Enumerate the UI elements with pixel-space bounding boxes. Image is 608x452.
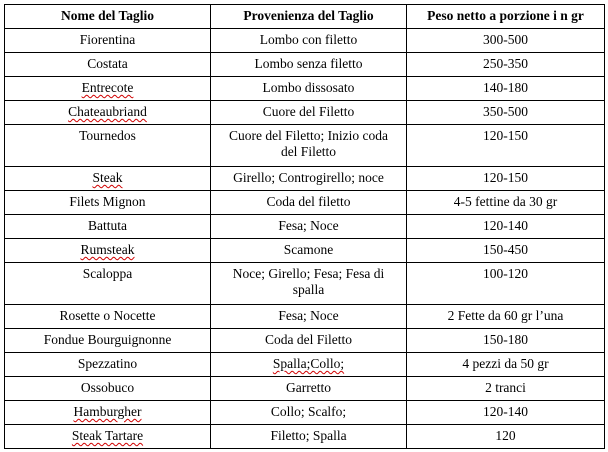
cell-cut-name: Fiorentina bbox=[5, 29, 211, 53]
table-row bbox=[5, 401, 605, 425]
cell-net-weight: 2 Fette da 60 gr l’una bbox=[407, 305, 605, 329]
cell-cut-name: Tournedos bbox=[5, 125, 211, 167]
cell-net-weight: 120-150 bbox=[407, 125, 605, 167]
cell-net-weight: 120-140 bbox=[407, 401, 605, 425]
cell-cut-name bbox=[5, 239, 211, 263]
cell-net-weight: 4-5 fettine da 30 gr bbox=[407, 191, 605, 215]
cell-net-weight: 120 bbox=[407, 425, 605, 449]
cell-cut-origin: Lombo con filetto bbox=[211, 29, 407, 53]
table-row bbox=[5, 77, 605, 101]
origin-line: spalla bbox=[292, 282, 325, 297]
origin-line: Cuore del Filetto; Inizio coda bbox=[229, 128, 388, 143]
origin-text: Spalla;Collo; bbox=[272, 356, 345, 371]
cell-net-weight: 300-500 bbox=[407, 29, 605, 53]
cell-cut-origin bbox=[211, 125, 407, 167]
cell-cut-origin: Lombo senza filetto bbox=[211, 53, 407, 77]
cell-net-weight: 250-350 bbox=[407, 53, 605, 77]
cut-name-text: Rumsteak bbox=[80, 242, 135, 257]
cut-name-text: Entrecote bbox=[81, 80, 134, 95]
cell-cut-name: Fondue Bourguignonne bbox=[5, 329, 211, 353]
header-cut-name: Nome del Taglio bbox=[5, 5, 211, 29]
cell-net-weight: 100-120 bbox=[407, 263, 605, 305]
cell-net-weight: 120-150 bbox=[407, 167, 605, 191]
cell-cut-name bbox=[5, 167, 211, 191]
cell-cut-name bbox=[5, 401, 211, 425]
cell-cut-origin: Filetto; Spalla bbox=[211, 425, 407, 449]
table-row bbox=[5, 215, 605, 239]
cell-net-weight: 4 pezzi da 50 gr bbox=[407, 353, 605, 377]
cell-cut-origin: Girello; Controgirello; noce bbox=[211, 167, 407, 191]
table-row bbox=[5, 239, 605, 263]
table-row bbox=[5, 425, 605, 449]
cell-cut-origin: Scamone bbox=[211, 239, 407, 263]
table-row bbox=[5, 329, 605, 353]
cut-name-text: Chateaubriand bbox=[68, 104, 147, 119]
cell-net-weight: 350-500 bbox=[407, 101, 605, 125]
cell-net-weight: 140-180 bbox=[407, 77, 605, 101]
cell-cut-name: Battuta bbox=[5, 215, 211, 239]
cell-cut-origin bbox=[211, 353, 407, 377]
table-row bbox=[5, 353, 605, 377]
origin-line: Noce; Girello; Fesa; Fesa di bbox=[232, 266, 385, 281]
table-row bbox=[5, 377, 605, 401]
cell-cut-origin: Collo; Scalfo; bbox=[211, 401, 407, 425]
table-row bbox=[5, 53, 605, 77]
origin-line: del Filetto bbox=[280, 144, 337, 159]
cell-net-weight: 150-180 bbox=[407, 329, 605, 353]
cell-cut-name: Rosette o Nocette bbox=[5, 305, 211, 329]
cell-cut-origin: Fesa; Noce bbox=[211, 215, 407, 239]
table-row bbox=[5, 29, 605, 53]
cell-cut-origin: Garretto bbox=[211, 377, 407, 401]
cell-cut-origin: Coda del filetto bbox=[211, 191, 407, 215]
cell-cut-origin bbox=[211, 263, 407, 305]
table-row bbox=[5, 101, 605, 125]
table-row bbox=[5, 125, 605, 167]
cell-cut-origin: Coda del Filetto bbox=[211, 329, 407, 353]
cell-net-weight: 120-140 bbox=[407, 215, 605, 239]
cell-cut-name bbox=[5, 77, 211, 101]
cut-name-text: Hamburgher bbox=[73, 404, 142, 419]
cell-cut-origin: Fesa; Noce bbox=[211, 305, 407, 329]
table-row bbox=[5, 191, 605, 215]
cell-cut-name: Scaloppa bbox=[5, 263, 211, 305]
table-row bbox=[5, 305, 605, 329]
cell-net-weight: 150-450 bbox=[407, 239, 605, 263]
cell-cut-origin: Cuore del Filetto bbox=[211, 101, 407, 125]
cuts-table bbox=[4, 4, 605, 449]
cell-cut-name bbox=[5, 101, 211, 125]
cell-cut-name: Ossobuco bbox=[5, 377, 211, 401]
header-net-weight: Peso netto a porzione i n gr bbox=[407, 5, 605, 29]
cell-cut-name: Filets Mignon bbox=[5, 191, 211, 215]
cell-cut-name: Spezzatino bbox=[5, 353, 211, 377]
cell-net-weight: 2 tranci bbox=[407, 377, 605, 401]
cell-cut-name: Costata bbox=[5, 53, 211, 77]
table-header-row bbox=[5, 5, 605, 29]
cut-name-text: Steak bbox=[92, 170, 123, 185]
cell-cut-name bbox=[5, 425, 211, 449]
table-row bbox=[5, 263, 605, 305]
table-row bbox=[5, 167, 605, 191]
cut-name-text: Steak Tartare bbox=[71, 428, 144, 443]
cell-cut-origin: Lombo dissosato bbox=[211, 77, 407, 101]
header-cut-origin: Provenienza del Taglio bbox=[211, 5, 407, 29]
